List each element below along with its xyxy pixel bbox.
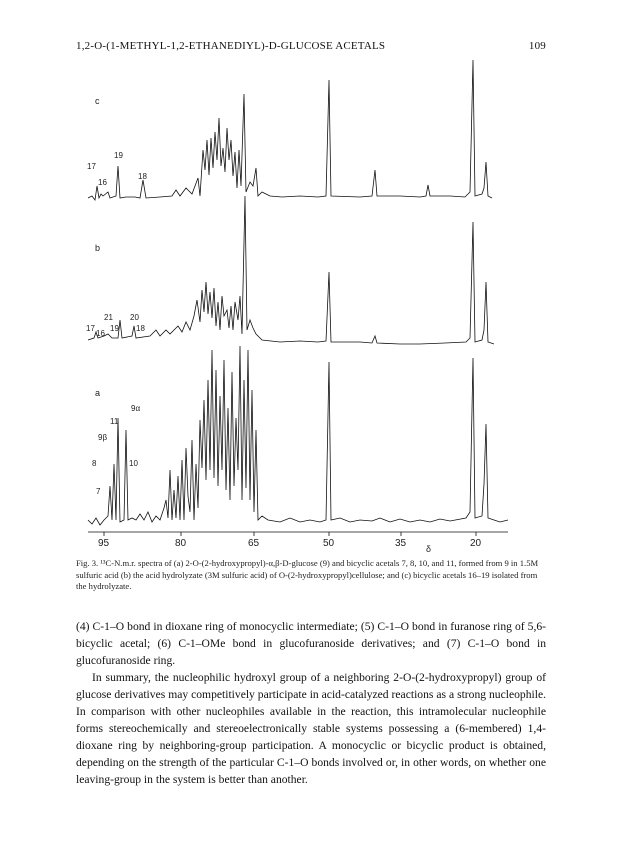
- peak-label-b-21: 21: [104, 313, 113, 322]
- spectrum-b-trace: [88, 196, 494, 344]
- axis-tick-35: 35: [395, 538, 407, 549]
- axis-unit-delta: δ: [426, 544, 432, 554]
- axis-tick-50: 50: [323, 538, 335, 549]
- panel-label-a: a: [95, 388, 101, 398]
- panel-label-b: b: [95, 243, 101, 253]
- peak-label-a-10: 10: [129, 459, 138, 468]
- peak-label-a-8: 8: [92, 459, 97, 468]
- figure-caption: Fig. 3. ¹³C-N.m.r. spectra of (a) 2-O-(2-hydroxypropyl)-α,β-D-glucose (9) and bicyclic acetals 7, 8, 10, and 11, formed from 9 in 1.5M sulfuric acid (b) the acid hydrolyzate (3M sulfuric acid) of O-(2-hydroxypropyl)cellulose; and (c) bicyclic acetals 16–19 isolated from the hydrolyzate.: [76, 558, 539, 591]
- peak-label-a-7: 7: [96, 487, 101, 496]
- peak-label-b-17: 17: [86, 324, 95, 333]
- running-title: 1,2-O-(1-METHYL-1,2-ETHANEDIYL)-D-GLUCOSE ACETALS: [76, 40, 386, 52]
- peak-label-c-18: 18: [138, 172, 147, 181]
- spectrum-a-trace: [88, 346, 508, 525]
- peak-label-c-19: 19: [114, 151, 123, 160]
- paragraph-1: (4) C-1–O bond in dioxane ring of monocyclic intermediate; (5) C-1–O bond in furanose ring of 5,6-bicyclic acetal; (6) C-1–OMe bond in glucofuranoside derivatives; and (7) C-1–O bond in glucofuranoside ring.: [76, 620, 546, 667]
- peak-label-b-19: 19: [110, 324, 119, 333]
- x-axis: [88, 532, 508, 536]
- peak-label-b-18: 18: [136, 324, 145, 333]
- peak-label-a-9beta: 9β: [98, 433, 108, 442]
- panel-label-c: c: [95, 96, 100, 106]
- axis-tick-65: 65: [248, 538, 260, 549]
- spectrum-c-trace: [88, 60, 492, 200]
- axis-tick-20: 20: [470, 538, 482, 549]
- peak-label-a-9alpha: 9α: [131, 404, 141, 413]
- peak-label-c-16: 16: [98, 178, 107, 187]
- page-number: 109: [528, 40, 546, 52]
- peak-label-b-20: 20: [130, 313, 139, 322]
- body-text: [76, 618, 546, 788]
- peak-label-b-16: 16: [96, 329, 105, 338]
- peak-label-c-17: 17: [87, 162, 96, 171]
- axis-tick-80: 80: [175, 538, 187, 549]
- axis-tick-95: 95: [98, 538, 110, 549]
- peak-label-a-11: 11: [110, 417, 119, 426]
- paragraph-2: In summary, the nucleophilic hydroxyl group of a neighboring 2-O-(2-hydroxypropyl) group of glucose derivatives may competitively participate in acid-catalyzed reactions as a strong nucleophile. In comparison with other nucleophiles available in the reaction, this intramolecular nucleophile forms stereochemically and stereoelectronically stable systems possessing a (6-membered) 1,4-dioxane ring by neighboring-group participation. A monocyclic or bicyclic product is obtained, depending on the strength of the particular C-1–O bonds involved or, in other words, on whether one leaving-group in the system is better than another.: [76, 671, 546, 786]
